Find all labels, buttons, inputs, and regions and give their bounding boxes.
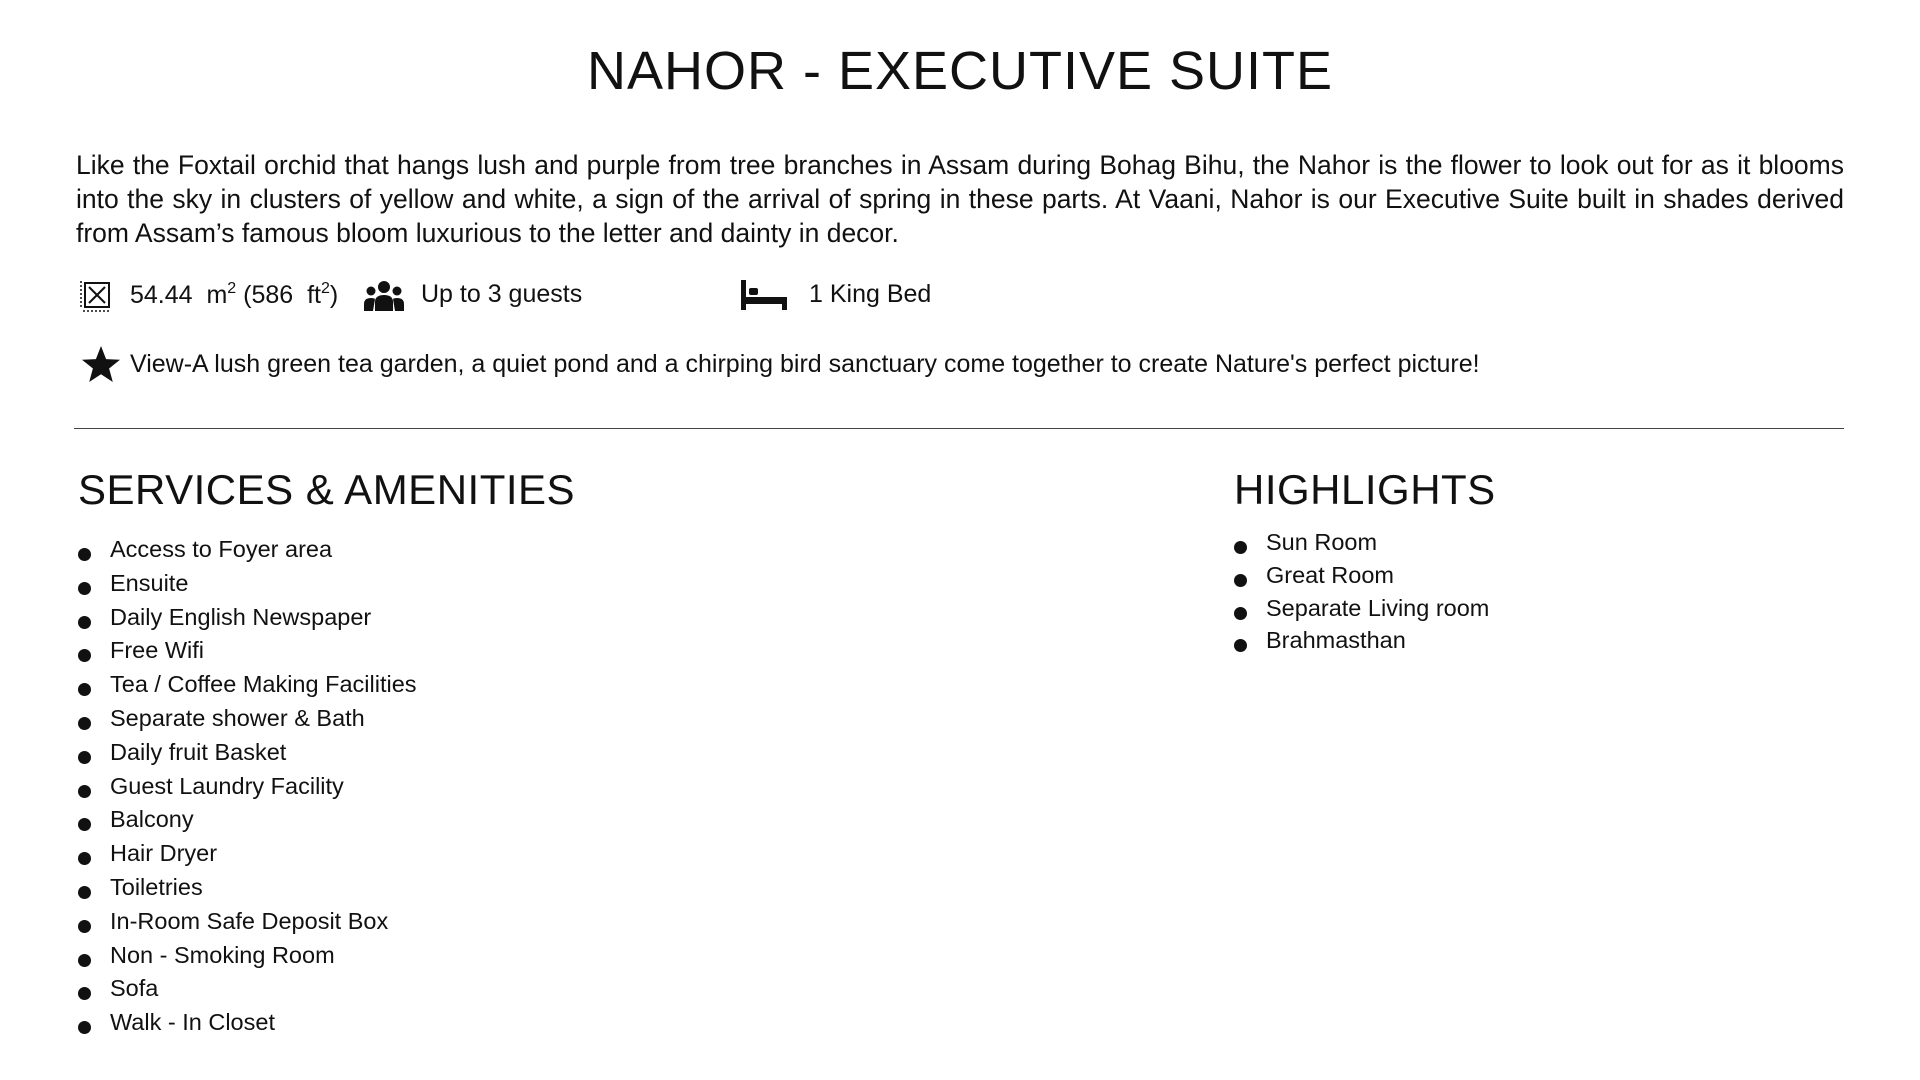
bullet-icon	[1234, 607, 1247, 620]
list-item-label: Separate shower & Bath	[110, 704, 365, 731]
list-item-label: Sofa	[110, 975, 159, 1002]
area-unit-sup: 2	[227, 280, 237, 297]
bullet-icon	[78, 717, 91, 730]
bullet-icon	[78, 987, 91, 1000]
services-heading: SERVICES & AMENITIES	[78, 466, 576, 513]
area-alt-unit: ft	[307, 281, 322, 309]
area-alt-close: )	[329, 281, 339, 309]
list-item-label: Walk - In Closet	[110, 1009, 275, 1036]
guest-capacity: Up to 3 guests	[421, 280, 583, 308]
bullet-icon	[1234, 639, 1247, 652]
bullet-icon	[78, 582, 91, 595]
view-info	[80, 344, 1840, 388]
list-item-label: Non - Smoking Room	[110, 941, 335, 968]
list-item-label: Great Room	[1266, 561, 1394, 588]
room-stats	[0, 272, 1920, 322]
list-item-label: Sun Room	[1266, 529, 1378, 555]
area-icon	[80, 278, 114, 317]
list-item-label: Ensuite	[110, 569, 189, 596]
bullet-icon	[78, 920, 91, 933]
highlights-heading: HIGHLIGHTS	[1234, 466, 1496, 513]
list-item-label: Tea / Coffee Making Facilities	[110, 671, 417, 698]
bullet-icon	[78, 852, 91, 865]
list-item-label: Daily fruit Basket	[110, 738, 287, 765]
area-alt-open: (586	[243, 281, 294, 309]
bullet-icon	[78, 751, 91, 764]
bullet-icon	[78, 1021, 91, 1034]
list-item-label: Toiletries	[110, 873, 203, 900]
guests-icon	[364, 280, 404, 317]
bullet-icon	[78, 616, 91, 629]
area-value: 54.44	[130, 281, 193, 309]
list-item-label: In-Room Safe Deposit Box	[110, 907, 389, 934]
list-item-label: Hair Dryer	[110, 840, 218, 867]
list-item-label: Daily English Newspaper	[110, 603, 372, 630]
list-item-label: Balcony	[110, 806, 194, 833]
bullet-icon	[78, 886, 91, 899]
bullet-icon	[78, 954, 91, 967]
bullet-icon	[78, 683, 91, 696]
bullet-icon	[1234, 574, 1247, 587]
bullet-icon	[78, 818, 91, 831]
view-description: View-A lush green tea garden, a quiet pond and a chirping bird sanctuary come together to create Nature's perfect picture!	[130, 350, 1480, 378]
bullet-icon	[1234, 541, 1247, 554]
list-item-label: Access to Foyer area	[110, 536, 333, 562]
page-title: NAHOR - EXECUTIVE SUITE	[586, 41, 1334, 101]
area-unit: m	[206, 281, 228, 309]
list-item-label: Free Wifi	[110, 637, 204, 664]
bullet-icon	[78, 649, 91, 662]
room-area	[130, 280, 338, 310]
bullet-icon	[78, 785, 91, 798]
list-item-label: Brahmasthan	[1266, 627, 1406, 654]
room-description: Like the Foxtail orchid that hangs lush and purple from tree branches in Assam during Bohag Bihu, the Nahor is the flower to look out for as it blooms into the sky in clusters of yellow and white, a sign of the arrival of spring in these parts. At Vaani, Nahor is our Executive Suite built in shades derived from Assam’s famous bloom luxurious to the letter and dainty in decor.	[76, 150, 1844, 248]
list-item-label: Guest Laundry Facility	[110, 772, 344, 799]
bed-icon	[740, 278, 788, 317]
bed-type: 1 King Bed	[809, 280, 932, 308]
bullet-icon	[78, 548, 91, 561]
section-divider	[74, 428, 1844, 429]
area-alt-sup: 2	[321, 280, 330, 297]
star-icon	[80, 344, 122, 391]
list-item-label: Separate Living room	[1266, 594, 1490, 621]
